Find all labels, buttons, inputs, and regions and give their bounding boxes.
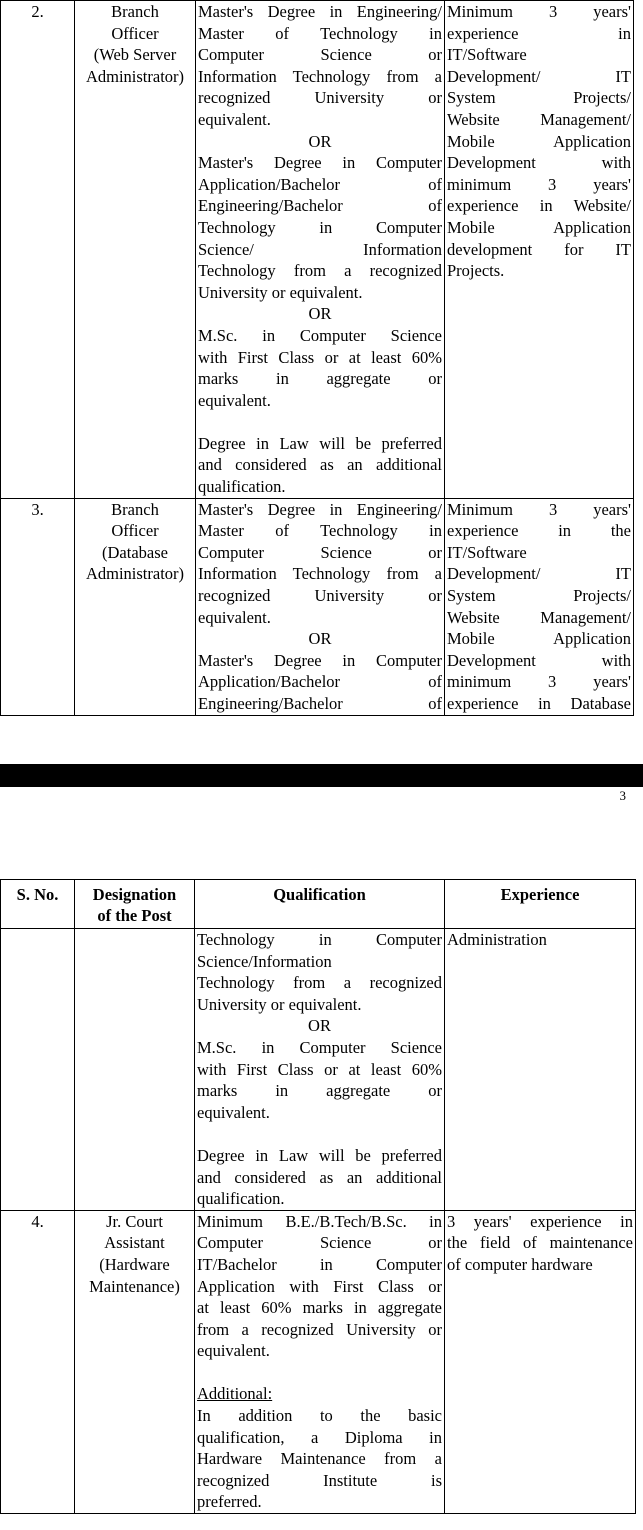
text-line: Master of Technology in bbox=[198, 521, 442, 541]
text-line: Master's Degree in Engineering/ bbox=[198, 499, 442, 519]
text-line: Engineering/Bachelor of bbox=[198, 196, 442, 216]
text-line: Administrator) bbox=[85, 66, 185, 86]
text-line: the field of maintenance bbox=[447, 1233, 633, 1253]
text-line: recognized University or bbox=[198, 88, 442, 108]
text-line: IT/Bachelor in Computer bbox=[197, 1254, 442, 1274]
designation-cell bbox=[75, 1210, 195, 1513]
text-line: 3 years' experience in bbox=[447, 1211, 633, 1231]
text-line: OR bbox=[308, 629, 332, 649]
experience-cell bbox=[445, 1, 634, 499]
text-line: Science/ Information bbox=[198, 239, 442, 259]
header-experience: Experience bbox=[445, 880, 636, 929]
text-line: with First Class or at least 60% bbox=[197, 1059, 442, 1079]
designation-cell bbox=[75, 929, 195, 1211]
table-row bbox=[1, 929, 636, 1211]
text-line: of the Post bbox=[97, 906, 172, 925]
text-line: Computer Science or bbox=[198, 45, 442, 65]
text-line: Website Management/ bbox=[447, 109, 631, 129]
text-line: and considered as an additional bbox=[198, 455, 442, 475]
text-line: Designation bbox=[92, 885, 177, 904]
table-row bbox=[1, 1210, 636, 1513]
serial-number: 4. bbox=[31, 1211, 44, 1231]
text-line: minimum 3 years' bbox=[447, 672, 631, 692]
text-line: equivalent. bbox=[198, 390, 271, 410]
qualification-table-continued bbox=[0, 0, 634, 716]
text-line: (Hardware bbox=[99, 1254, 170, 1274]
text-line: Hardware Maintenance from a bbox=[197, 1449, 442, 1469]
header-qualification: Qualification bbox=[195, 880, 445, 929]
text-line: Technology from a recognized bbox=[198, 261, 442, 281]
text-line: Master's Degree in Computer bbox=[198, 153, 442, 173]
text-line: Information Technology from a bbox=[198, 66, 442, 86]
text-line: University or equivalent. bbox=[197, 994, 362, 1014]
header-sno: S. No. bbox=[1, 880, 75, 929]
page-number: 3 bbox=[619, 788, 626, 803]
text-line: Administration bbox=[447, 930, 547, 949]
text-line: OR bbox=[308, 131, 332, 151]
text-line: Additional: bbox=[197, 1384, 273, 1404]
text-line: Development with bbox=[447, 153, 631, 173]
text-line: Computer Science or bbox=[198, 542, 442, 562]
text-line: equivalent. bbox=[197, 1102, 270, 1122]
table-row bbox=[1, 498, 634, 715]
text-line: development for IT bbox=[447, 239, 631, 259]
serial-number: 3. bbox=[31, 499, 44, 519]
text-line: OR bbox=[308, 304, 332, 324]
serial-number-cell bbox=[1, 929, 75, 1211]
experience-cell bbox=[445, 498, 634, 715]
text-line: Application/Bachelor of bbox=[198, 174, 442, 194]
text-line: Application with First Class or bbox=[197, 1276, 442, 1296]
text-line: Science/Information bbox=[197, 951, 332, 971]
text-line: Branch bbox=[111, 2, 159, 21]
text-line: Degree in Law will be preferred bbox=[198, 433, 442, 453]
qualification-cell bbox=[196, 498, 445, 715]
text-line: Technology in Computer bbox=[197, 930, 442, 949]
text-line: System Projects/ bbox=[447, 586, 631, 606]
text-line: Development/ IT bbox=[447, 564, 631, 584]
text-line: and considered as an additional bbox=[197, 1167, 442, 1187]
text-line: Website Management/ bbox=[447, 607, 631, 627]
text-line: with First Class or at least 60% bbox=[198, 347, 442, 367]
serial-number-cell bbox=[1, 498, 75, 715]
text-line: Minimum B.E./B.Tech/B.Sc. in bbox=[197, 1211, 442, 1231]
text-line: Engineering/Bachelor of bbox=[198, 694, 442, 713]
designation-cell bbox=[75, 498, 196, 715]
text-line: Mobile Application bbox=[447, 629, 631, 649]
text-line: Minimum 3 years' bbox=[447, 2, 631, 21]
designation-cell bbox=[75, 1, 196, 499]
qualification-cell bbox=[195, 1210, 445, 1513]
text-line: Application/Bachelor of bbox=[198, 672, 442, 692]
page-break-bar bbox=[0, 764, 643, 787]
text-line: (Database bbox=[102, 542, 168, 562]
text-line: In addition to the basic bbox=[197, 1406, 442, 1426]
table-row bbox=[1, 1, 634, 499]
text-line: experience in bbox=[447, 23, 631, 43]
qualification-table bbox=[0, 879, 636, 1514]
text-line: experience in the bbox=[447, 521, 631, 541]
text-line: qualification. bbox=[197, 1189, 285, 1209]
text-line: Assistant bbox=[104, 1233, 165, 1253]
text-line: IT/Software bbox=[447, 542, 527, 562]
text-line: OR bbox=[308, 1016, 331, 1036]
text-line bbox=[197, 1362, 442, 1384]
text-line: Information Technology from a bbox=[198, 564, 442, 584]
text-line: qualification, a Diploma in bbox=[197, 1427, 442, 1447]
text-line: Branch bbox=[111, 499, 159, 519]
text-line: Development with bbox=[447, 650, 631, 670]
text-line: Development/ IT bbox=[447, 66, 631, 86]
text-line: recognized University or bbox=[198, 586, 442, 606]
text-line: experience in Website/ bbox=[447, 196, 631, 216]
text-line: M.Sc. in Computer Science bbox=[198, 325, 442, 345]
text-line: Master of Technology in bbox=[198, 23, 442, 43]
text-line: equivalent. bbox=[197, 1341, 270, 1361]
text-line: Master's Degree in Engineering/ bbox=[198, 2, 442, 21]
text-line: preferred. bbox=[197, 1492, 262, 1512]
text-line: Mobile Application bbox=[447, 217, 631, 237]
text-line: marks in aggregate or bbox=[197, 1081, 442, 1101]
text-line: Administrator) bbox=[85, 564, 185, 584]
text-line: minimum 3 years' bbox=[447, 174, 631, 194]
text-line: of computer hardware bbox=[447, 1254, 593, 1274]
text-line: Jr. Court bbox=[106, 1211, 163, 1231]
text-line: Projects. bbox=[447, 261, 505, 281]
text-line: Computer Science or bbox=[197, 1233, 442, 1253]
qualification-cell bbox=[196, 1, 445, 499]
text-line bbox=[197, 1123, 442, 1145]
qualification-cell bbox=[195, 929, 445, 1211]
text-line: from a recognized University or bbox=[197, 1319, 442, 1339]
text-line: Maintenance) bbox=[89, 1276, 180, 1296]
text-line: Officer bbox=[111, 23, 159, 43]
text-line: Master's Degree in Computer bbox=[198, 650, 442, 670]
experience-cell bbox=[445, 929, 636, 1211]
text-line: at least 60% marks in aggregate bbox=[197, 1298, 442, 1318]
text-line: recognized Institute is bbox=[197, 1470, 442, 1490]
text-line: Minimum 3 years' bbox=[447, 499, 631, 519]
text-line: Officer bbox=[111, 521, 159, 541]
text-line: IT/Software bbox=[447, 45, 527, 65]
text-line: Technology from a recognized bbox=[197, 973, 442, 993]
table-header-row bbox=[1, 880, 636, 929]
serial-number-cell bbox=[1, 1210, 75, 1513]
text-line: University or equivalent. bbox=[198, 282, 363, 302]
serial-number-cell bbox=[1, 1, 75, 499]
text-line bbox=[198, 411, 442, 433]
text-line: M.Sc. in Computer Science bbox=[197, 1037, 442, 1057]
text-line: System Projects/ bbox=[447, 88, 631, 108]
text-line: marks in aggregate or bbox=[198, 369, 442, 389]
text-line: Degree in Law will be preferred bbox=[197, 1145, 442, 1165]
text-line: Technology in Computer bbox=[198, 217, 442, 237]
text-line: experience in Database bbox=[447, 694, 631, 713]
text-line: equivalent. bbox=[198, 109, 271, 129]
text-line: qualification. bbox=[198, 477, 286, 497]
text-line: Mobile Application bbox=[447, 131, 631, 151]
text-line: equivalent. bbox=[198, 607, 271, 627]
serial-number: 2. bbox=[31, 2, 44, 21]
header-designation bbox=[75, 880, 195, 929]
text-line: (Web Server bbox=[93, 45, 177, 65]
experience-cell bbox=[445, 1210, 636, 1513]
